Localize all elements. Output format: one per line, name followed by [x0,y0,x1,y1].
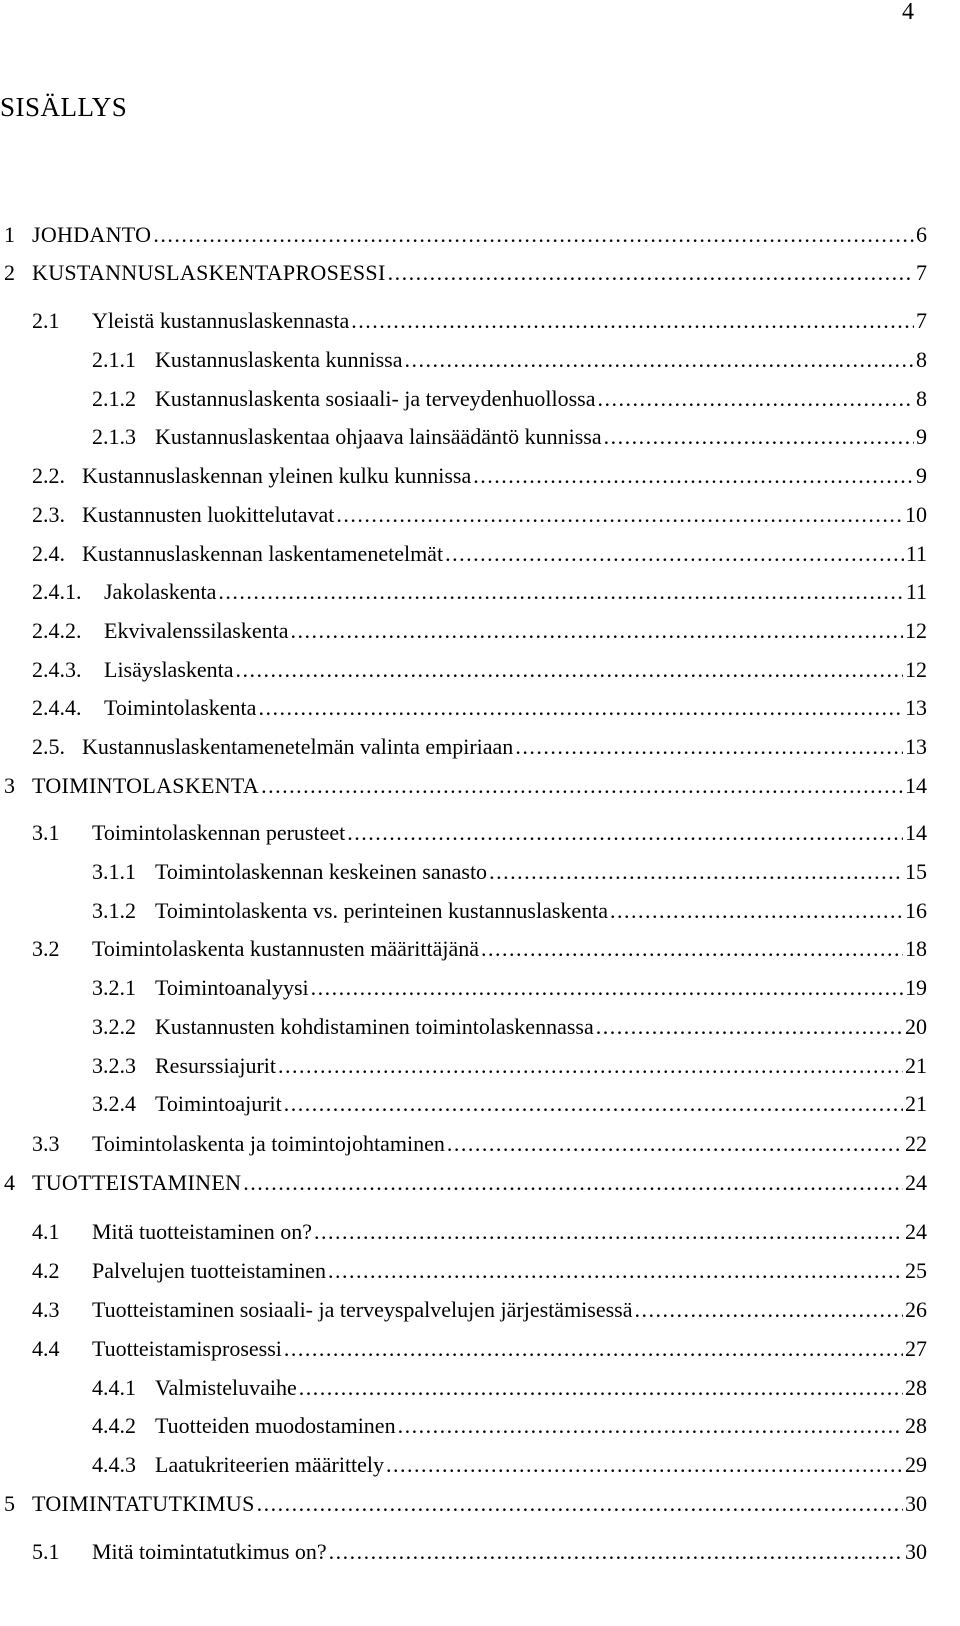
toc-entry-number: 4.1 [32,1219,60,1244]
dot-leader [258,693,903,723]
toc-entry[interactable] [0,258,960,288]
toc-entry-page: 29 [905,1452,927,1477]
toc-entry-page: 13 [905,734,927,759]
dot-leader [473,461,914,491]
toc-entry-number: 4.4.1 [92,1375,136,1400]
toc-entry-page: 9 [916,463,927,488]
toc-entry[interactable] [0,577,960,607]
dot-leader [291,616,903,646]
toc-entry[interactable] [0,973,960,1003]
toc-entry-page: 12 [905,618,927,643]
dot-leader [404,345,914,375]
toc-entry-page: 12 [905,657,927,682]
dot-leader [635,1295,903,1325]
toc-entry-page: 24 [905,1219,927,1244]
toc-entry-title: Valmisteluvaihe [155,1375,297,1400]
toc-entry-number: 2.4.4. [32,695,82,720]
toc-entry-number: 2.1.3 [92,424,136,449]
toc-entry-number: 3.3 [32,1131,60,1156]
toc-entry-title: Toimintolaskennan perusteet [92,820,346,845]
toc-entry-number: 4.2 [32,1258,60,1283]
toc-entry-title: Laatukriteerien määrittely [155,1452,385,1477]
toc-entry-number: 2.2. [32,463,65,488]
dot-leader [347,818,903,848]
toc-entry[interactable] [0,1089,960,1119]
toc-entry-number: 4.4.2 [92,1413,136,1438]
toc-entry-title: TUOTTEISTAMINEN [32,1170,242,1195]
toc-entry-number: 2 [4,260,15,285]
toc-entry-number: 2.1.2 [92,386,136,411]
toc-entry-page: 20 [905,1014,927,1039]
dot-leader [445,539,904,569]
toc-entry-number: 2.4.3. [32,657,82,682]
toc-entry[interactable] [0,1411,960,1441]
toc-entry-number: 2.4.1. [32,579,82,604]
page-number: 4 [902,0,914,25]
toc-entry-page: 21 [905,1053,927,1078]
toc-entry-page: 25 [905,1258,927,1283]
toc-entry-page: 10 [905,502,927,527]
dot-leader [598,384,914,414]
toc-entry-title: Kustannuslaskentamenetelmän valinta empiriaan [82,734,514,759]
toc-entry-title: Tuotteiden muodostaminen [155,1413,396,1438]
toc-entry-number: 3 [4,773,15,798]
dot-leader [604,422,914,452]
toc-entry-page: 24 [905,1170,927,1195]
toc-entry-title: Kustannuslaskenta kunnissa [155,347,403,372]
toc-entry-title: Kustannuslaskennan yleinen kulku kunnissa [82,463,472,488]
toc-entry-title: Toimintolaskenta ja toimintojohtaminen [92,1131,445,1156]
toc-entry-page: 30 [905,1491,927,1516]
toc-entry[interactable] [0,655,960,685]
toc-entry[interactable] [0,1051,960,1081]
toc-entry-title: Resurssiajurit [155,1053,276,1078]
toc-entry-page: 11 [905,579,927,604]
toc-entry-title: JOHDANTO [32,222,152,247]
toc-entry[interactable] [0,732,960,762]
toc-entry-page: 21 [905,1091,927,1116]
toc-entry-title: Jakolaskenta [104,579,217,604]
dot-leader [596,1012,903,1042]
toc-entry-title: Ekvivalenssilaskenta [104,618,289,643]
dot-leader [336,500,903,530]
dot-leader [351,306,914,336]
toc-entry-number: 4.4.3 [92,1452,136,1477]
toc-entry-page: 7 [916,260,927,285]
toc-entry-number: 2.5. [32,734,65,759]
toc-entry-title: Yleistä kustannuslaskennasta [92,308,350,333]
dot-leader [311,973,903,1003]
toc-entry-page: 22 [905,1131,927,1156]
toc-entry[interactable] [0,384,960,414]
toc-entry[interactable] [0,1489,960,1519]
toc-entry-title: Kustannuslaskenta sosiaali- ja terveydenhuollossa [155,386,596,411]
toc-entry-number: 2.4. [32,541,65,566]
toc-entry[interactable] [0,1537,960,1567]
toc-entry-number: 2.1.1 [92,347,136,372]
toc-entry[interactable] [0,345,960,375]
toc-entry[interactable] [0,1334,960,1364]
toc-entry[interactable] [0,539,960,569]
toc-entry-title: Mitä toimintatutkimus on? [92,1539,327,1564]
dot-leader [481,934,903,964]
toc-entry[interactable] [0,896,960,926]
toc-entry-number: 3.2.2 [92,1014,136,1039]
toc-entry-page: 16 [905,898,927,923]
toc-entry-number: 5 [4,1491,15,1516]
toc-entry-page: 15 [905,859,927,884]
toc-entry-title: Toimintoanalyysi [155,975,309,1000]
dot-leader [489,857,903,887]
toc-entry-number: 3.2.3 [92,1053,136,1078]
toc-entry-page: 9 [916,424,927,449]
toc-entry-number: 1 [4,222,15,247]
dot-leader [236,655,903,685]
toc-entry-page: 7 [916,308,927,333]
dot-leader [299,1373,903,1403]
toc-entry-number: 2.4.2. [32,618,82,643]
toc-entry[interactable] [0,1168,960,1198]
toc-entry[interactable] [0,818,960,848]
dot-leader [515,732,903,762]
toc-entry-number: 3.2.4 [92,1091,136,1116]
toc-entry-page: 6 [916,222,927,247]
toc-entry-page: 8 [916,386,927,411]
dot-leader [329,1537,903,1567]
dot-leader [447,1129,903,1159]
dot-leader [257,1489,903,1519]
dot-leader [278,1051,903,1081]
dot-leader [153,220,914,250]
dot-leader [284,1089,903,1119]
toc-entry-title: Tuotteistaminen sosiaali- ja terveyspalvelujen järjestämisessä [92,1297,633,1322]
toc-entry-number: 4 [4,1170,15,1195]
toc-entry-number: 3.2 [32,936,60,961]
toc-entry[interactable] [0,1012,960,1042]
dot-leader [328,1256,903,1286]
dot-leader [388,258,914,288]
dot-leader [610,896,903,926]
toc-entry-number: 2.1 [32,308,60,333]
toc-entry-title: Kustannuslaskentaa ohjaava lainsäädäntö kunnissa [155,424,602,449]
toc-heading: SISÄLLYS [0,92,128,122]
toc-entry-number: 4.3 [32,1297,60,1322]
toc-entry-page: 14 [905,773,927,798]
dot-leader [386,1450,903,1480]
toc-entry[interactable] [0,1256,960,1286]
toc-entry-number: 2.3. [32,502,65,527]
toc-entry-page: 18 [905,936,927,961]
toc-entry[interactable] [0,1217,960,1247]
toc-entry-title: Toimintoajurit [155,1091,282,1116]
toc-entry-page: 26 [905,1297,927,1322]
toc-entry-title: Toimintolaskennan keskeinen sanasto [155,859,488,884]
toc-entry-title: Mitä tuotteistaminen on? [92,1219,312,1244]
toc-entry[interactable] [0,616,960,646]
toc-entry-page: 14 [905,820,927,845]
toc-entry-page: 30 [905,1539,927,1564]
toc-entry[interactable] [0,934,960,964]
toc-entry-page: 13 [905,695,927,720]
toc-entry-page: 28 [905,1413,927,1438]
dot-leader [314,1217,903,1247]
toc-entry-page: 11 [905,541,927,566]
toc-entry[interactable] [0,1129,960,1159]
toc-entry-title: Lisäyslaskenta [104,657,234,682]
toc-entry-title: Toimintolaskenta [104,695,257,720]
toc-entry-title: Kustannusten luokittelutavat [82,502,335,527]
toc-entry-title: TOIMINTATUTKIMUS [32,1491,255,1516]
toc-entry-page: 19 [905,975,927,1000]
toc-entry-title: Toimintolaskenta kustannusten määrittäjänä [92,936,480,961]
toc-entry[interactable] [0,220,960,250]
toc-entry[interactable] [0,1295,960,1325]
toc-entry-title: Tuotteistamisprosessi [92,1336,282,1361]
toc-entry[interactable] [0,422,960,452]
toc-entry[interactable] [0,693,960,723]
dot-leader [243,1168,903,1198]
dot-leader [398,1411,903,1441]
toc-entry-page: 28 [905,1375,927,1400]
toc-entry-title: KUSTANNUSLASKENTAPROSESSI [32,260,386,285]
dot-leader [261,771,903,801]
toc-entry-number: 5.1 [32,1539,60,1564]
toc-entry-title: Kustannusten kohdistaminen toimintolaskennassa [155,1014,594,1039]
toc-entry[interactable] [0,461,960,491]
toc-entry-title: Palvelujen tuotteistaminen [92,1258,327,1283]
toc-entry-page: 8 [916,347,927,372]
toc-entry[interactable] [0,857,960,887]
toc-entry-title: Kustannuslaskennan laskentamenetelmät [82,541,444,566]
toc-entry-title: Toimintolaskenta vs. perinteinen kustannuslaskenta [155,898,609,923]
toc-entry-number: 4.4 [32,1336,60,1361]
toc-entry-title: TOIMINTOLASKENTA [32,773,260,798]
toc-entry[interactable] [0,500,960,530]
toc-entry-number: 3.2.1 [92,975,136,1000]
toc-entry[interactable] [0,306,960,336]
toc-entry-number: 3.1.1 [92,859,136,884]
dot-leader [284,1334,903,1364]
toc-entry[interactable] [0,1450,960,1480]
toc-entry[interactable] [0,771,960,801]
toc-entry[interactable] [0,1373,960,1403]
dot-leader [218,577,903,607]
toc-entry-number: 3.1.2 [92,898,136,923]
toc-entry-number: 3.1 [32,820,60,845]
toc-entry-page: 27 [905,1336,927,1361]
